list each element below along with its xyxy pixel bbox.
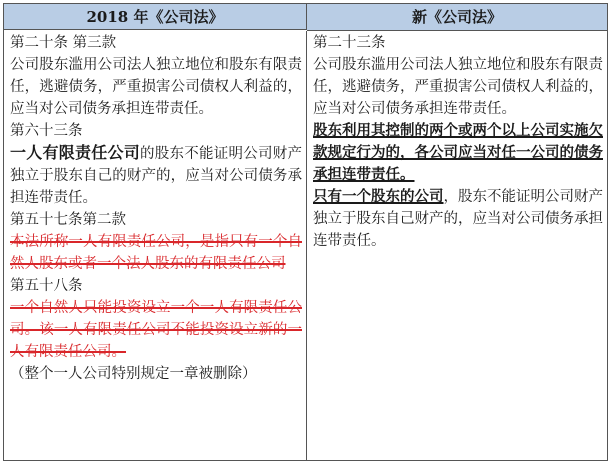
article-23-heading: 第二十三条	[313, 35, 386, 51]
article-20-heading: 第二十条 第三款	[10, 35, 117, 51]
article-23-single-shareholder-paragraph	[313, 186, 603, 252]
article-58-struck-text: 一个自然人只能投资设立一个一人有限责任公司。该一人有限责任公司不能投资设立新的一人有限责任公司。	[10, 300, 302, 360]
article-58-heading: 第五十八条	[10, 278, 83, 294]
article-63-heading: 第六十三条	[10, 123, 83, 139]
deletion-note: （整个一人公司特别规定一章被删除）	[10, 366, 257, 382]
article-57-heading: 第五十七条第二款	[10, 212, 126, 228]
article-23-new-clause: 股东利用其控制的两个或两个以上公司实施欠款规定行为的，各公司应当对任一公司的债务承担连带责任。	[313, 122, 603, 183]
column-2018-company-law	[4, 31, 307, 460]
article-23-text: 公司股东滥用公司法人独立地位和股东有限责任，逃避债务，严重损害公司债权人利益的，应当对公司债务承担连带责任。	[313, 57, 603, 117]
article-57-struck-text: 本法所称一人有限责任公司，是指只有一个自然人股东或者一个法人股东的有限责任公司	[10, 234, 302, 272]
header-2018-company-law: 2018 年《公司法》	[4, 4, 307, 30]
single-shareholder-text: ，股东不能证明公司财产独立于股东自己财产的，应当对公司债务承担连带责任。	[313, 189, 603, 249]
column-new-company-law	[307, 31, 607, 460]
single-shareholder-bold-term: 只有一个股东的公司	[313, 188, 444, 205]
article-63-bold-term: 一人有限责任公司	[10, 143, 140, 162]
article-63-text: 的股东不能证明公司财产独立于股东自己的财产的，应当对公司债务承担连带责任。	[10, 146, 302, 206]
comparison-table	[3, 3, 608, 461]
article-20-text: 公司股东滥用公司法人独立地位和股东有限责任，逃避债务，严重损害公司债权人利益的，应当对公司债务承担连带责任。	[10, 57, 302, 117]
article-63-paragraph	[10, 142, 302, 209]
header-new-company-law: 新《公司法》	[307, 4, 607, 31]
